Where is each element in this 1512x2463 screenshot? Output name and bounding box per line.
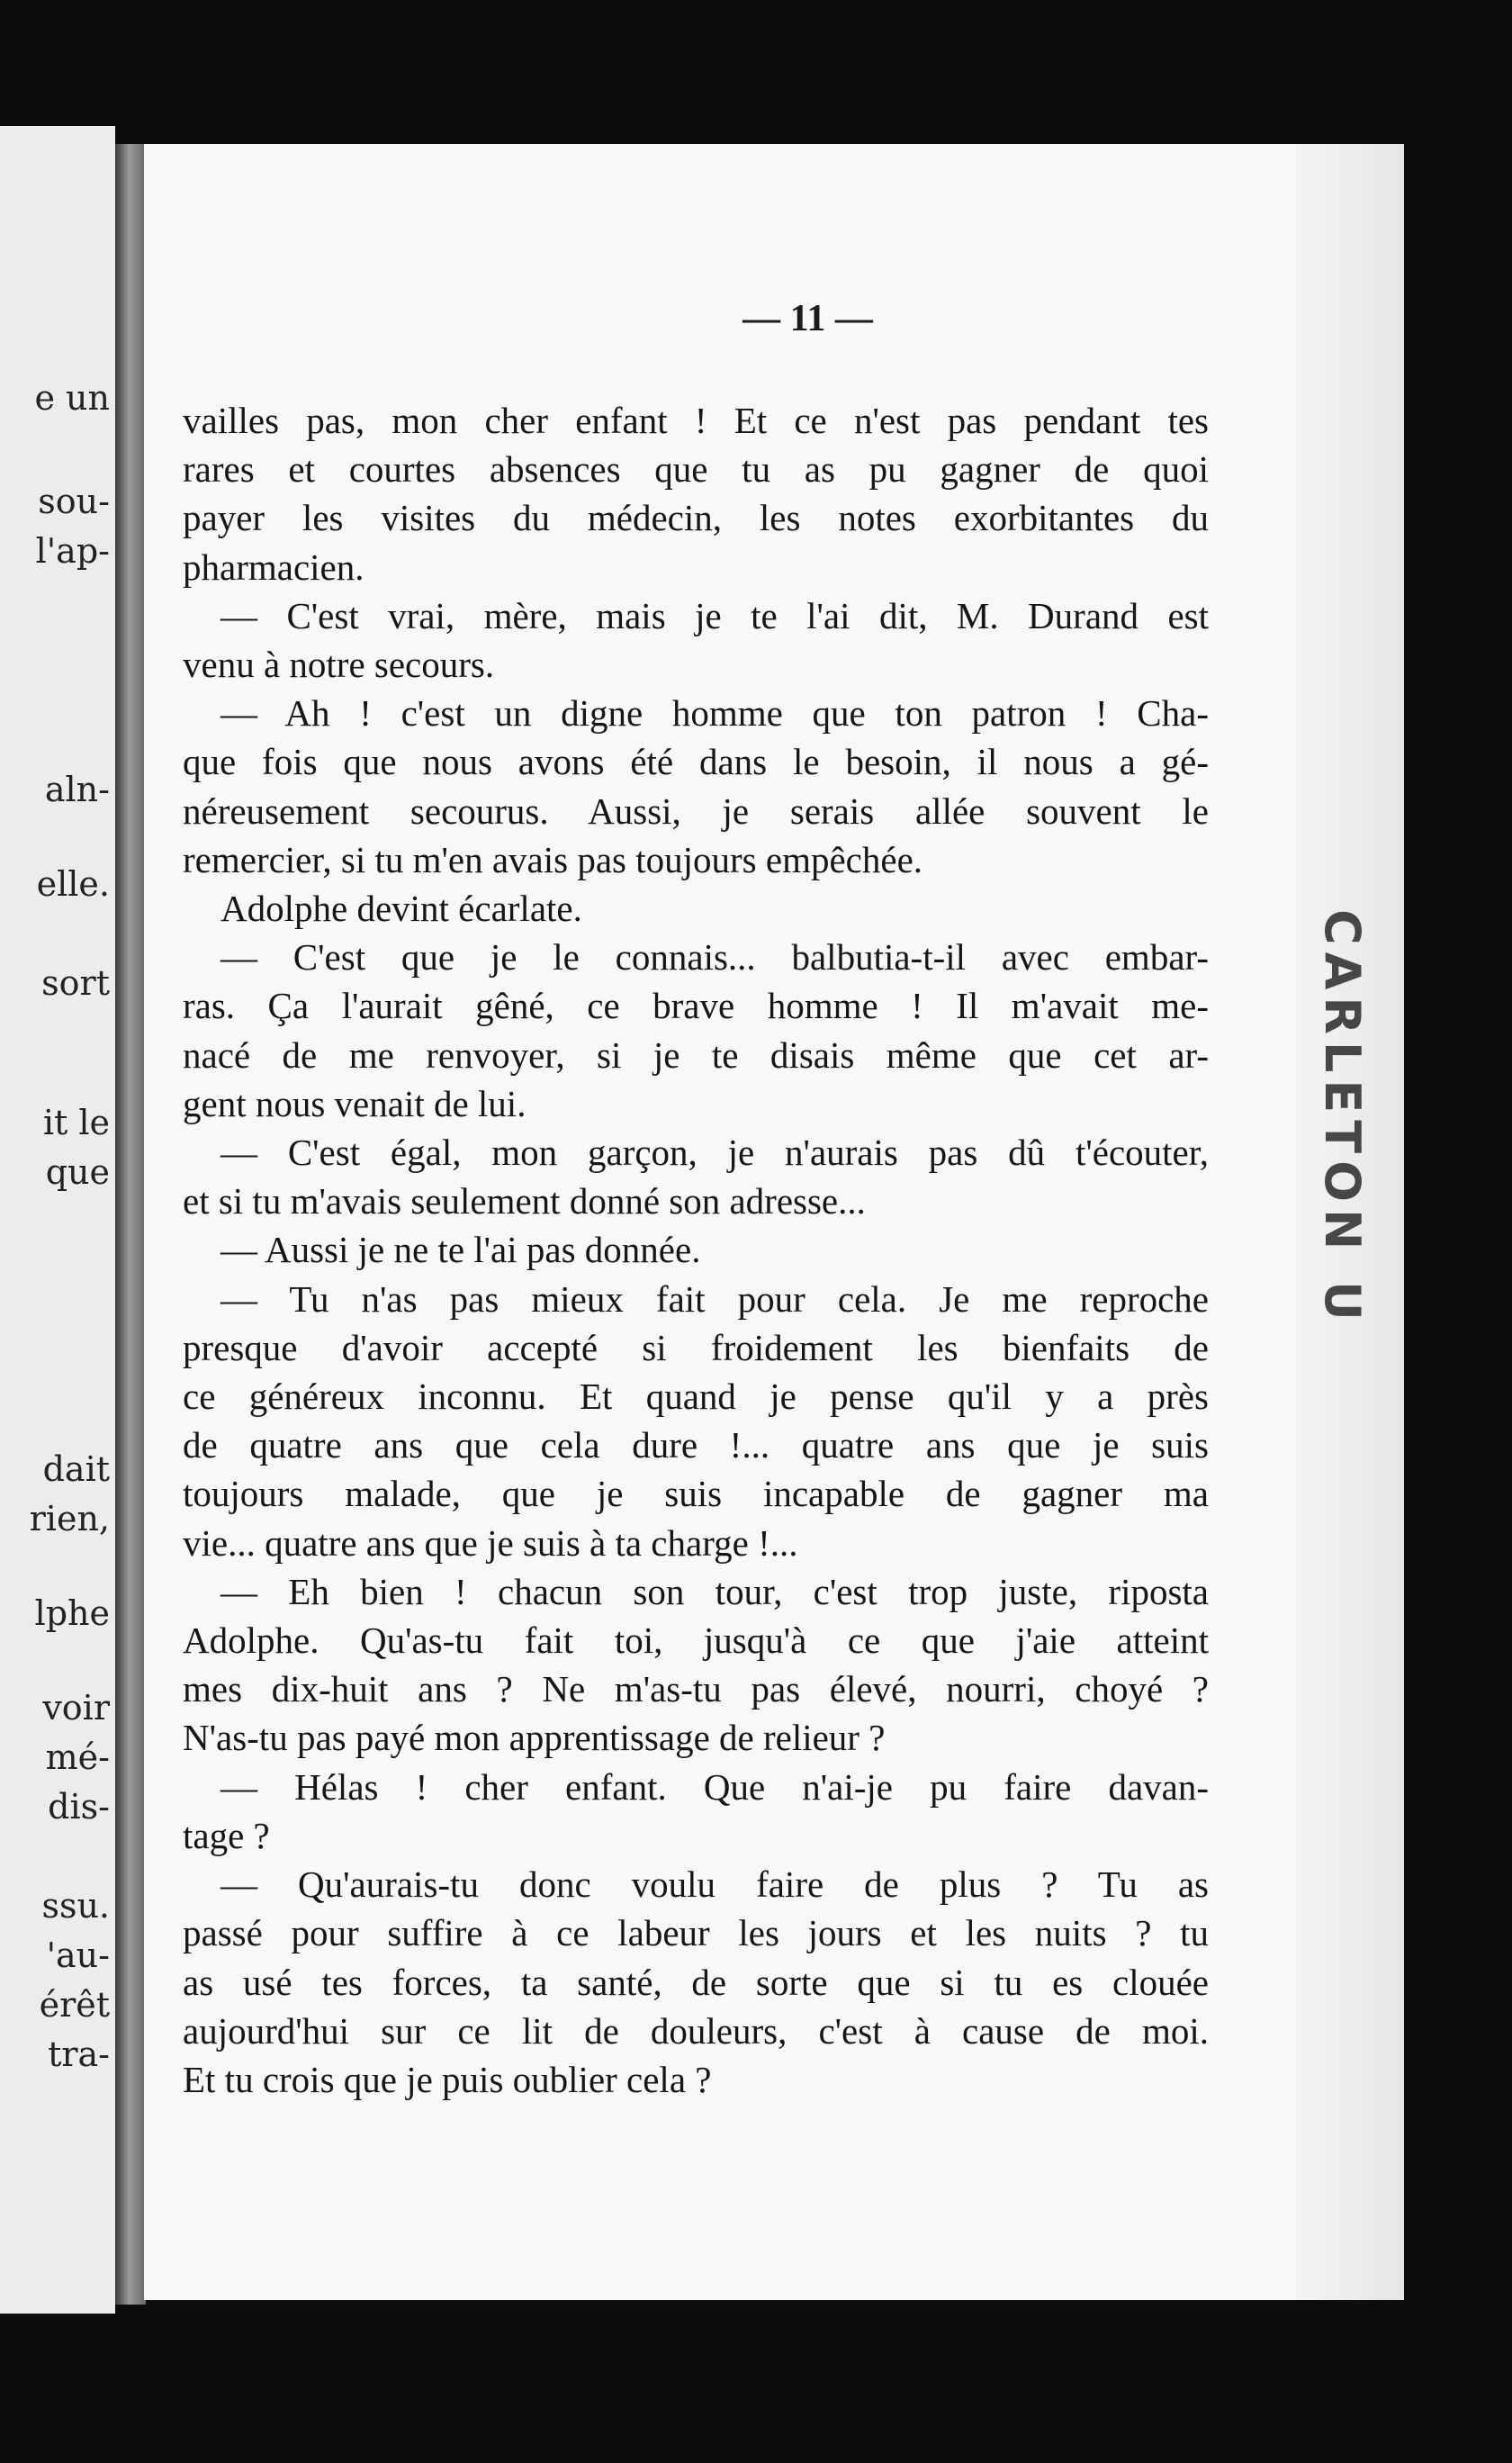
text-line: ce généreux inconnu. Et quand je pense qu'il y a près bbox=[183, 1376, 1209, 1418]
previous-page-line: rien, bbox=[29, 1499, 110, 1538]
text-line: — C'est que je le connais... balbutia-t-il avec embar- bbox=[220, 936, 1209, 979]
text-line: — Qu'aurais-tu donc voulu faire de plus ? Tu as bbox=[220, 1863, 1209, 1906]
text-line: vailles pas, mon cher enfant ! Et ce n'est pas pendant tes bbox=[183, 400, 1209, 441]
text-line: — C'est vrai, mère, mais je te l'ai dit, M. Durand est bbox=[220, 594, 1209, 636]
text-line: que fois que nous avons été dans le besoin, il nous a gé- bbox=[183, 741, 1209, 783]
previous-page-line: ssu. bbox=[41, 1886, 110, 1926]
previous-page-line: sou- bbox=[38, 482, 110, 521]
text-line: Et tu crois que je puis oublier cela ? bbox=[183, 2058, 712, 2100]
text-line: — Eh bien ! chacun son tour, c'est trop juste, riposta bbox=[220, 1570, 1209, 1612]
text-line: nacé de me renvoyer, si je te disais même que cet ar- bbox=[183, 1033, 1209, 1076]
text-line: mes dix-huit ans ? Ne m'as-tu pas élevé, nourri, choyé ? bbox=[183, 1668, 1209, 1710]
text-line: pharmacien. bbox=[183, 546, 364, 588]
text-line: gent nous venait de lui. bbox=[183, 1082, 526, 1124]
text-line: N'as-tu pas payé mon apprentissage de relieur ? bbox=[183, 1717, 886, 1759]
previous-page-line: que bbox=[45, 1152, 110, 1192]
previous-page-line: 'au- bbox=[46, 1935, 110, 1975]
text-line: toujours malade, que je suis incapable de gagner ma bbox=[183, 1473, 1209, 1515]
previous-page-line: voir bbox=[42, 1688, 110, 1728]
previous-page-line: érêt bbox=[39, 1985, 110, 2025]
text-line: Adolphe devint écarlate. bbox=[220, 888, 582, 930]
text-line: aujourd'hui sur ce lit de douleurs, c'est à cause de moi. bbox=[183, 2009, 1209, 2052]
text-line: rares et courtes absences que tu as pu gagner de quoi bbox=[183, 448, 1209, 491]
text-line: — Ah ! c'est un digne homme que ton patron ! Cha- bbox=[220, 692, 1209, 735]
previous-page-line: elle. bbox=[36, 864, 110, 904]
text-line: néreusement secourus. Aussi, je serais allée souvent le bbox=[183, 789, 1209, 832]
text-line: as usé tes forces, ta santé, de sorte que si tu es clouée bbox=[183, 1961, 1209, 2003]
previous-page-line: dis- bbox=[48, 1787, 110, 1827]
previous-page-line: tra- bbox=[48, 2034, 110, 2074]
text-line: Adolphe. Qu'as-tu fait toi, jusqu'à ce que j'aie atteint bbox=[183, 1619, 1209, 1662]
text-line: remercier, si tu m'en avais pas toujours empêchée. bbox=[183, 838, 923, 880]
text-line: — Aussi je ne te l'ai pas donnée. bbox=[220, 1229, 701, 1271]
text-line: ras. Ça l'aurait gêné, ce brave homme ! Il m'avait me- bbox=[183, 985, 1209, 1027]
previous-page-line: mé- bbox=[45, 1737, 110, 1777]
previous-page-fragment bbox=[0, 126, 115, 2314]
library-stamp: CARLETON U bbox=[1314, 909, 1371, 1328]
text-line: vie... quatre ans que je suis à ta charge !... bbox=[183, 1521, 798, 1564]
previous-page-line: l'ap- bbox=[35, 531, 110, 571]
previous-page-line: dait bbox=[42, 1449, 110, 1489]
text-line: tage ? bbox=[183, 1814, 270, 1856]
book-gutter bbox=[115, 144, 146, 2305]
previous-page-line: it le bbox=[42, 1103, 110, 1142]
text-line: — Hélas ! cher enfant. Que n'ai-je pu faire davan- bbox=[220, 1765, 1209, 1808]
text-line: — C'est égal, mon garçon, je n'aurais pas dû t'écouter, bbox=[220, 1132, 1209, 1174]
text-line: — Tu n'as pas mieux fait pour cela. Je me reproche bbox=[220, 1277, 1209, 1320]
text-line: passé pour suffire à ce labeur les jours et les nuits ? tu bbox=[183, 1912, 1209, 1954]
text-line: presque d'avoir accepté si froidement les bienfaits de bbox=[183, 1326, 1209, 1368]
previous-page-line: aln- bbox=[44, 770, 110, 809]
book-page bbox=[144, 144, 1400, 2300]
previous-page-line: e un bbox=[34, 378, 110, 418]
page-text bbox=[183, 396, 1209, 2104]
text-line: venu à notre secours. bbox=[183, 644, 495, 686]
previous-page-line: sort bbox=[41, 963, 110, 1003]
text-line: payer les visites du médecin, les notes exorbitantes du bbox=[183, 497, 1209, 539]
text-line: et si tu m'avais seulement donné son adresse... bbox=[183, 1180, 866, 1222]
previous-page-line: lphe bbox=[34, 1593, 110, 1633]
page-number: — 11 — bbox=[742, 298, 873, 339]
text-line: de quatre ans que cela dure !... quatre ans que je suis bbox=[183, 1424, 1209, 1466]
